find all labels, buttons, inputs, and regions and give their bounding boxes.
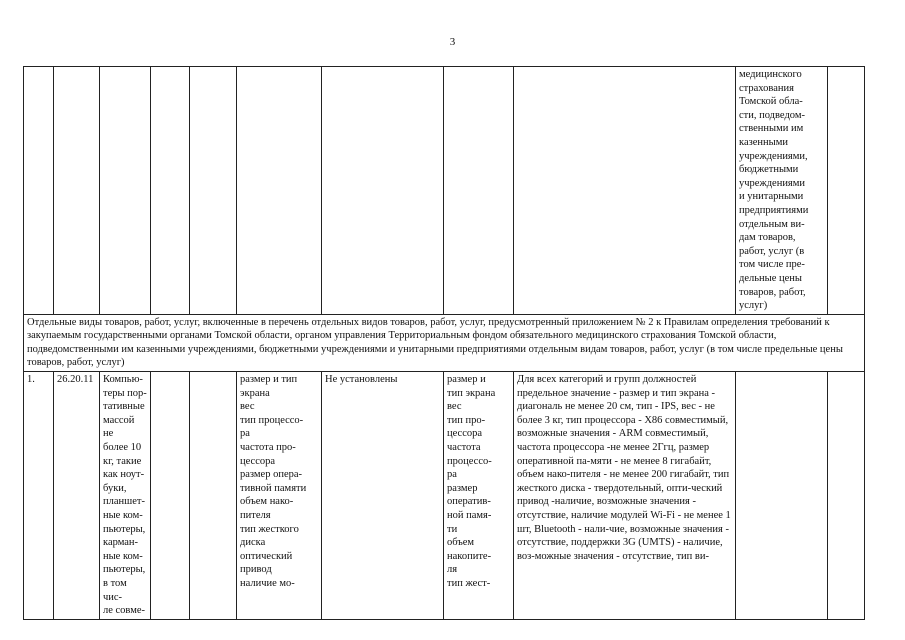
table-cell [828, 67, 865, 315]
section-header: Отдельные виды товаров, работ, услуг, включенные в перечень отдельных видов товаров, работ, услуг, предусмотренный приложением № 2 к Правилам определения требований к закупаемым государственными органами Томской области, органом управления Территориальным фондом обязательного медицинского страхования Томской области, подведомственными им казенными учреждениями, бюджетными учреждениями и унитарными предприятиями отдельным видам товаров, работ, услуг (в том числе предельные цены товаров, работ, услуг) [24, 314, 865, 371]
table-cell [444, 67, 514, 315]
requirements-table [23, 66, 865, 620]
table-cell [24, 67, 54, 315]
table-cell [190, 67, 237, 315]
table-cell [190, 372, 237, 620]
item-value-final: Для всех категорий и групп должностей предельное значение - размер и тип экрана - диагональ не менее 20 см, тип - IPS, вес - не более 3 кг, тип процессора - X86 совместимый, возможные значения - ARM совместимый, частота процессора -не менее 2Ггц, размер оперативной па-мяти - не менее 8 гигабайт, объем нако-пителя - не менее 200 гигабайт, тип жесткого диска - твердотельный, опти-ческий привод -наличие, возможные значения - отсутствие, наличие модулей Wi-Fi - не менее 1 шт, Bluetooth - нали-чие, возможные значения - отсутствие, поддержки 3G (UMTS) - наличие, воз-можные значения - отсутствие, тип ви- [514, 372, 736, 620]
table-row-continuation [24, 67, 865, 315]
table-cell [514, 67, 736, 315]
item-characteristics: размер и тип экрана вес тип процессо- ра частота про- цессора размер опера- тивной памяти объем нако- пителя тип жесткого диска оптический привод наличие мо- [237, 372, 322, 620]
table-cell [151, 67, 190, 315]
page-number: 3 [449, 36, 456, 48]
table-cell-continued-text: медицинского страхования Томской обла- сти, подведом- ственными им казенными учреждениями, бюджетными учреждениями и унитарными предприятиями отдельным ви- дам товаров, работ, услуг (в том числе пре- дельные цены товаров, работ, услуг) [736, 67, 828, 315]
item-name: Компью- теры пор- тативные массой не более 10 кг, такие как ноут- буки, планшет- ные ком- пьютеры, карман- ные ком- пьютеры, в том чис- ле совме- [100, 372, 151, 620]
table-cell [828, 372, 865, 620]
table-cell [54, 67, 100, 315]
item-characteristics-2: размер и тип экрана вес тип про- цессора частота процессо- ра размер оператив- ной памя- ти объем накопите- ля тип жест- [444, 372, 514, 620]
table-row-section [24, 314, 865, 371]
item-number: 1. [24, 372, 54, 620]
item-code: 26.20.11 [54, 372, 100, 620]
table-cell [237, 67, 322, 315]
table-row-item [24, 372, 865, 620]
table-cell [322, 67, 444, 315]
table-cell [151, 372, 190, 620]
table-cell [736, 372, 828, 620]
item-value-regulated: Не установлены [322, 372, 444, 620]
table-cell [100, 67, 151, 315]
